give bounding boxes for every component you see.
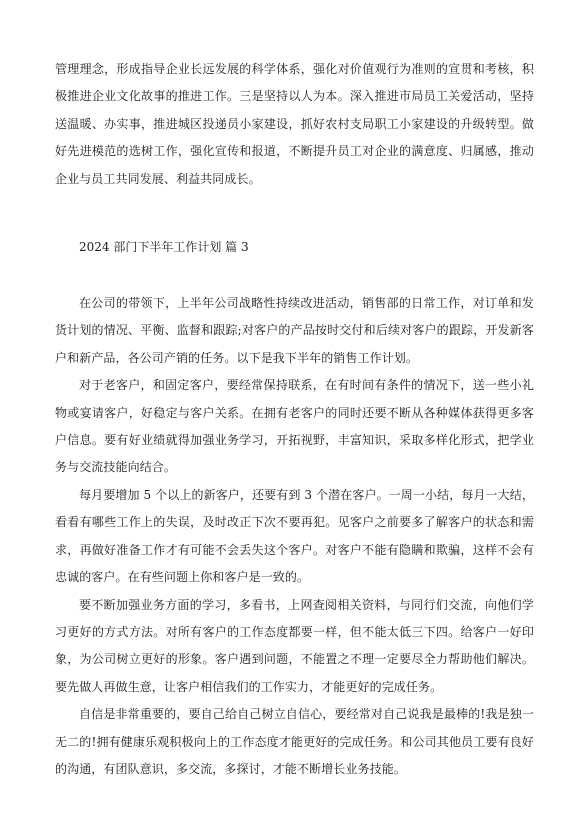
intro-paragraph: 管理理念，形成指导企业长远发展的科学体系，强化对价值观行为准则的宣贯和考核，积极推进企业文化故事的推进工作。三是坚持以人为本。深入推进市局员工关爱活动，坚持送温暖、办实事，推进城区投递员小家建设，抓好农村支局职工小家建设的升级转型。做好先进模范的选树工作，强化宣传和报道，不断提升员工对企业的满意度、归属感，推动企业与员工共同发展、利益共同成长。	[55, 62, 534, 186]
body-paragraph-3: 每月要增加 5 个以上的新客户，还要有到 3 个潜在客户。一周一小结，每月一大结，看看有哪些工作上的失误，及时改正下次不要再犯。见客户之前要多了解客户的状态和需求，再做好准备工作才有可能不会丢失这个客户。对客户不能有隐瞒和欺骗，这样不会有忠诚的客户。在有些问题上你和客户是一致的。	[55, 487, 534, 585]
body-paragraph-1: 在公司的带领下，上半年公司战略性持续改进活动，销售部的日常工作，对订单和发货计划的情况、平衡、监督和跟踪;对客户的产品按时交付和后续对客户的跟踪，开发新客户和新产品，各公司产销的任务。以下是我下半年的销售工作计划。	[55, 296, 534, 365]
body-paragraph-4: 要不断加强业务方面的学习，多看书，上网查阅相关资料，与同行们交流，向他们学习更好的方式方法。对所有客户的工作态度都要一样，但不能太低三下四。给客户一好印象，为公司树立更好的形象。客户遇到问题，不能置之不理一定要尽全力帮助他们解决。要先做人再做生意，让客户相信我们的工作实力，才能更好的完成任务。	[55, 597, 534, 694]
body-paragraph-5: 自信是非常重要的，要自己给自己树立自信心，要经常对自己说我是最棒的!我是独一无二的!拥有健康乐观积极向上的工作态度才能更好的完成任务。和公司其他员工要有良好的沟通，有团队意识，多交流，多探讨，才能不断增长业务技能。	[55, 707, 534, 776]
section-heading: 2024 部门下半年工作计划 篇 3	[79, 240, 249, 255]
body-paragraph-2: 对于老客户，和固定客户，要经常保持联系，在有时间有条件的情况下，送一些小礼物或宴请客户，好稳定与客户关系。在拥有老客户的同时还要不断从各种媒体获得更多客户信息。要有好业绩就得加强业务学习，开拓视野，丰富知识，采取多样化形式，把学业务与交流技能向结合。	[55, 378, 534, 475]
